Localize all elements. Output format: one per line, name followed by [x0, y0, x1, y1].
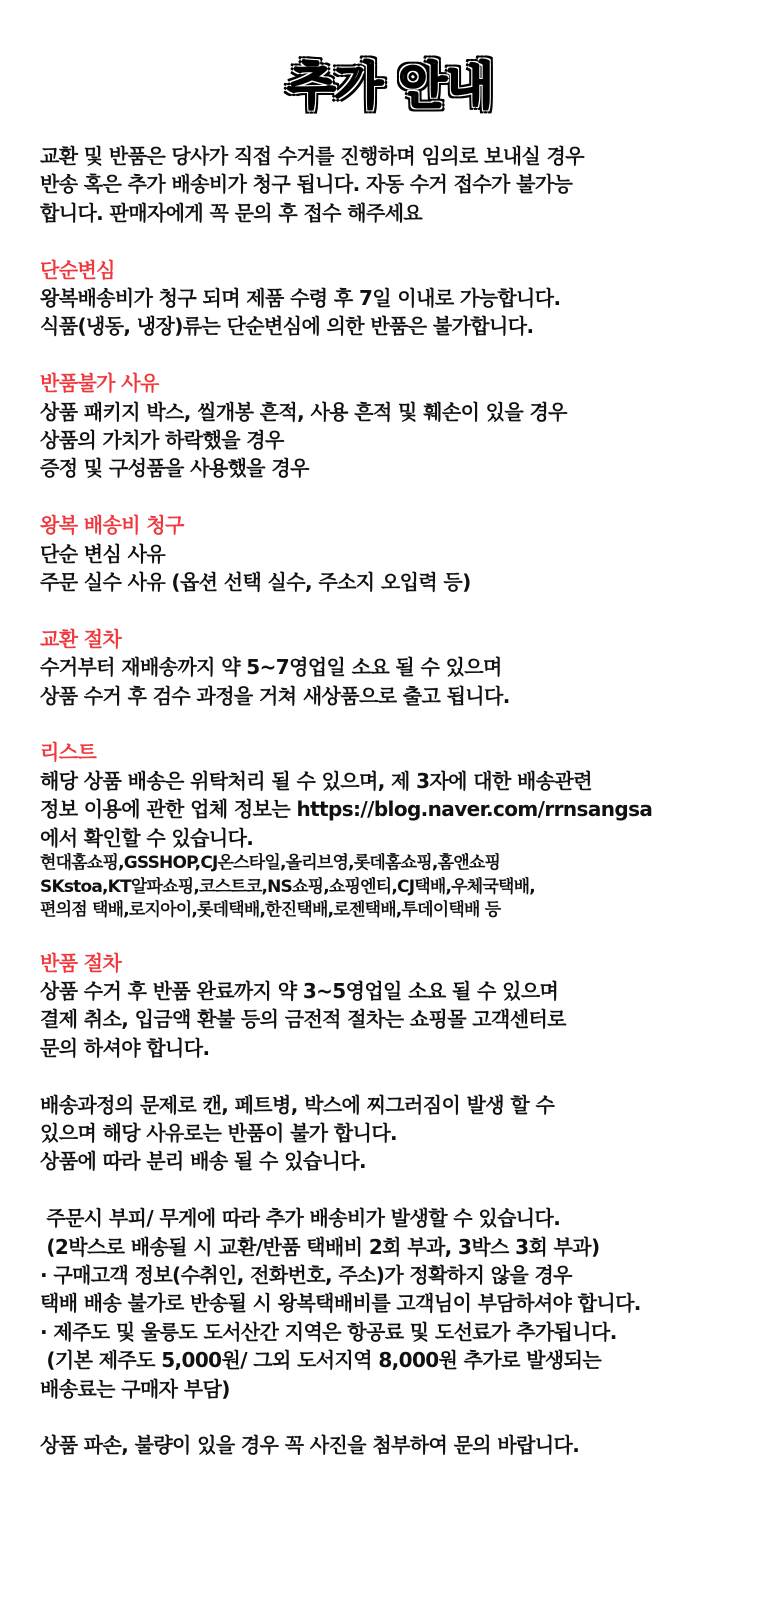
- section-heading: 교환 절차: [40, 626, 122, 651]
- intro-line: 교환 및 반품은 당사가 직접 수거를 진행하며 임의로 보내실 경우: [40, 144, 584, 168]
- section-line: 상품 수거 후 검수 과정을 거쳐 새상품으로 출고 됩니다.: [40, 683, 510, 708]
- no-return-section: [40, 369, 760, 483]
- round-trip-section: [40, 511, 760, 596]
- section-heading: 리스트: [40, 740, 97, 765]
- closing-line: 상품 파손, 불량이 있을 경우 꼭 사진을 첨부하여 문의 바랍니다.: [40, 1433, 580, 1458]
- shipping-issue-section: [40, 1091, 760, 1176]
- section-line: 왕복배송비가 청구 되며 제품 수령 후 7일 이내로 가능합니다.: [40, 286, 561, 311]
- section-heading: 왕복 배송비 청구: [40, 513, 184, 538]
- section-line: 해당 상품 배송은 위탁처리 될 수 있으며, 제 3자에 대한 배송관련: [40, 768, 592, 793]
- section-line: 문의 하셔야 합니다.: [40, 1035, 210, 1060]
- section-line: 상품의 가치가 하락했을 경우: [40, 428, 284, 453]
- intro-line: 반송 혹은 추가 배송비가 청구 됩니다. 자동 수거 접수가 불가능: [40, 172, 573, 197]
- partner-list-line: 현대홈쇼핑,GSSHOP,CJ온스타일,올리브영,롯데홈쇼핑,홈앤쇼핑: [40, 853, 501, 874]
- section-line: 상품 수거 후 반품 완료까지 약 3~5영업일 소요 될 수 있으며: [40, 978, 559, 1003]
- section-line: · 구매고객 정보(수취인, 전화번호, 주소)가 정확하지 않을 경우: [40, 1263, 572, 1288]
- section-line: (2박스로 배송될 시 교환/반품 택배비 2회 부과, 3박스 3회 부과): [40, 1234, 600, 1259]
- partner-list-line: SKstoa,KT알파쇼핑,코스트코,NS쇼핑,쇼핑엔티,CJ택배,우체국택배,: [40, 876, 535, 897]
- section-heading: 반품불가 사유: [40, 371, 159, 396]
- section-line: 상품 패키지 박스, 씰개봉 흔적, 사용 흔적 및 훼손이 있을 경우: [40, 399, 567, 424]
- simple-change-section: [40, 256, 760, 341]
- section-line: (기본 제주도 5,000원/ 그외 도서지역 8,000원 추가로 발생되는: [40, 1348, 602, 1373]
- intro-line: 합니다. 판매자에게 꼭 문의 후 접수 해주세요: [40, 200, 423, 225]
- section-line: 주문 실수 사유 (옵션 선택 실수, 주소지 오입력 등): [40, 570, 471, 595]
- section-line: 결제 취소, 입금액 환불 등의 금전적 절차는 쇼핑몰 고객센터로: [40, 1007, 566, 1032]
- page-title: 추가 안내: [287, 57, 493, 115]
- extra-fee-section: [40, 1204, 760, 1403]
- section-line: · 제주도 및 울릉도 도서산간 지역은 항공료 및 도선료가 추가됩니다.: [40, 1319, 617, 1344]
- section-line: 주문시 부피/ 무게에 따라 추가 배송비가 발생할 수 있습니다.: [40, 1206, 561, 1231]
- section-line: 상품에 따라 분리 배송 될 수 있습니다.: [40, 1149, 366, 1174]
- intro-section: [40, 142, 760, 227]
- section-heading: 단순변심: [40, 257, 115, 282]
- partner-list-line: 편의점 택배,로지아이,롯데택배,한진택배,로젠택배,투데이택배 등: [40, 900, 501, 921]
- return-procedure-section: [40, 949, 760, 1063]
- section-line: 단순 변심 사유: [40, 541, 166, 566]
- section-line: 식품(냉동, 냉장)류는 단순변심에 의한 반품은 불가합니다.: [40, 314, 534, 339]
- list-section: [40, 738, 760, 922]
- section-line: 정보 이용에 관한 업체 정보는 https://blog.naver.com/rrnsangsa: [40, 797, 653, 822]
- exchange-section: [40, 625, 760, 710]
- notice-content: [40, 142, 760, 1460]
- section-line: 배송과정의 문제로 캔, 페트병, 박스에 찌그러짐이 발생 할 수: [40, 1092, 555, 1117]
- section-line: 증정 및 구성품을 사용했을 경우: [40, 456, 309, 481]
- section-line: 택배 배송 불가로 반송될 시 왕복택배비를 고객님이 부담하셔야 합니다.: [40, 1291, 641, 1316]
- section-line: 에서 확인할 수 있습니다.: [40, 825, 254, 850]
- section-line: 있으며 해당 사유로는 반품이 불가 합니다.: [40, 1121, 398, 1145]
- section-line: 배송료는 구매자 부담): [40, 1376, 230, 1401]
- section-heading: 반품 절차: [40, 950, 122, 975]
- section-line: 수거부터 재배송까지 약 5~7영업일 소요 될 수 있으며: [40, 655, 502, 680]
